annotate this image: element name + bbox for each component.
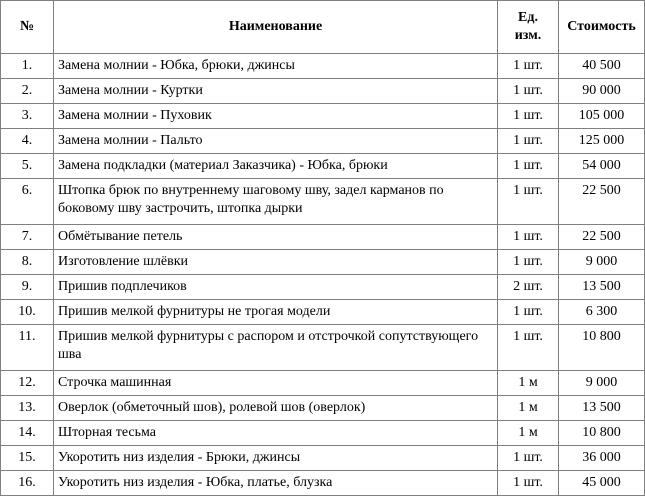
- row-number: 12.: [1, 371, 54, 396]
- row-cost: 40 500: [559, 54, 645, 79]
- table-row: [1, 225, 645, 250]
- table-row: [1, 250, 645, 275]
- row-unit: 1 шт.: [498, 54, 559, 79]
- header-cost: Стоимость: [559, 1, 645, 54]
- row-unit: 1 м: [498, 396, 559, 421]
- row-name: Укоротить низ изделия - Брюки, джинсы: [54, 446, 498, 471]
- row-name: Укоротить низ изделия - Юбка, платье, блузка: [54, 471, 498, 496]
- table-row: [1, 54, 645, 79]
- table-header: [1, 1, 645, 54]
- row-number: 8.: [1, 250, 54, 275]
- row-name: Штопка брюк по внутреннему шаговому шву, задел карманов по боковому шву застрочить, штопка дырки: [54, 179, 498, 225]
- row-cost: 9 000: [559, 371, 645, 396]
- row-unit: 2 шт.: [498, 275, 559, 300]
- row-name: Изготовление шлёвки: [54, 250, 498, 275]
- table-row: [1, 129, 645, 154]
- row-number: 7.: [1, 225, 54, 250]
- row-cost: 6 300: [559, 300, 645, 325]
- row-cost: 10 800: [559, 421, 645, 446]
- row-unit: 1 шт.: [498, 225, 559, 250]
- row-unit: 1 шт.: [498, 79, 559, 104]
- row-name: Строчка машинная: [54, 371, 498, 396]
- header-unit-line1: Ед.: [518, 10, 538, 25]
- table-body: [1, 54, 645, 496]
- row-unit: 1 м: [498, 421, 559, 446]
- header-unit-line2: изм.: [514, 28, 542, 43]
- row-unit: 1 шт.: [498, 471, 559, 496]
- row-unit: 1 шт.: [498, 104, 559, 129]
- row-cost: 13 500: [559, 396, 645, 421]
- header-unit: [498, 1, 559, 54]
- row-cost: 90 000: [559, 79, 645, 104]
- table-row: [1, 471, 645, 496]
- header-row: [1, 1, 645, 54]
- table-row: [1, 325, 645, 371]
- table-row: [1, 371, 645, 396]
- table-row: [1, 446, 645, 471]
- row-cost: 9 000: [559, 250, 645, 275]
- table-row: [1, 300, 645, 325]
- row-unit: 1 шт.: [498, 179, 559, 225]
- row-cost: 54 000: [559, 154, 645, 179]
- row-cost: 22 500: [559, 225, 645, 250]
- row-name: Замена молнии - Юбка, брюки, джинсы: [54, 54, 498, 79]
- table-row: [1, 79, 645, 104]
- row-cost: 36 000: [559, 446, 645, 471]
- row-number: 10.: [1, 300, 54, 325]
- row-cost: 10 800: [559, 325, 645, 371]
- table-row: [1, 154, 645, 179]
- row-number: 11.: [1, 325, 54, 371]
- row-unit: 1 шт.: [498, 250, 559, 275]
- row-name: Оверлок (обметочный шов), ролевой шов (оверлок): [54, 396, 498, 421]
- row-number: 15.: [1, 446, 54, 471]
- row-number: 9.: [1, 275, 54, 300]
- row-cost: 105 000: [559, 104, 645, 129]
- row-number: 14.: [1, 421, 54, 446]
- row-cost: 13 500: [559, 275, 645, 300]
- table-row: [1, 421, 645, 446]
- row-cost: 45 000: [559, 471, 645, 496]
- table-row: [1, 104, 645, 129]
- header-number: №: [1, 1, 54, 54]
- row-unit: 1 шт.: [498, 129, 559, 154]
- row-name: Замена молнии - Пуховик: [54, 104, 498, 129]
- row-name: Пришив мелкой фурнитуры не трогая модели: [54, 300, 498, 325]
- row-number: 13.: [1, 396, 54, 421]
- row-unit: 1 шт.: [498, 325, 559, 371]
- row-unit: 1 шт.: [498, 446, 559, 471]
- table-row: [1, 179, 645, 225]
- row-name: Пришив подплечиков: [54, 275, 498, 300]
- row-unit: 1 шт.: [498, 154, 559, 179]
- row-number: 1.: [1, 54, 54, 79]
- row-cost: 22 500: [559, 179, 645, 225]
- row-name: Замена молнии - Куртки: [54, 79, 498, 104]
- row-number: 6.: [1, 179, 54, 225]
- row-number: 5.: [1, 154, 54, 179]
- row-unit: 1 м: [498, 371, 559, 396]
- table-row: [1, 275, 645, 300]
- header-name: Наименование: [54, 1, 498, 54]
- row-number: 3.: [1, 104, 54, 129]
- table-row: [1, 396, 645, 421]
- row-number: 2.: [1, 79, 54, 104]
- row-number: 4.: [1, 129, 54, 154]
- row-name: Замена молнии - Пальто: [54, 129, 498, 154]
- row-name: Пришив мелкой фурнитуры с распором и отстрочкой сопутствующего шва: [54, 325, 498, 371]
- row-name: Шторная тесьма: [54, 421, 498, 446]
- row-name: Замена подкладки (материал Заказчика) - Юбка, брюки: [54, 154, 498, 179]
- row-number: 16.: [1, 471, 54, 496]
- row-name: Обмётывание петель: [54, 225, 498, 250]
- row-cost: 125 000: [559, 129, 645, 154]
- row-unit: 1 шт.: [498, 300, 559, 325]
